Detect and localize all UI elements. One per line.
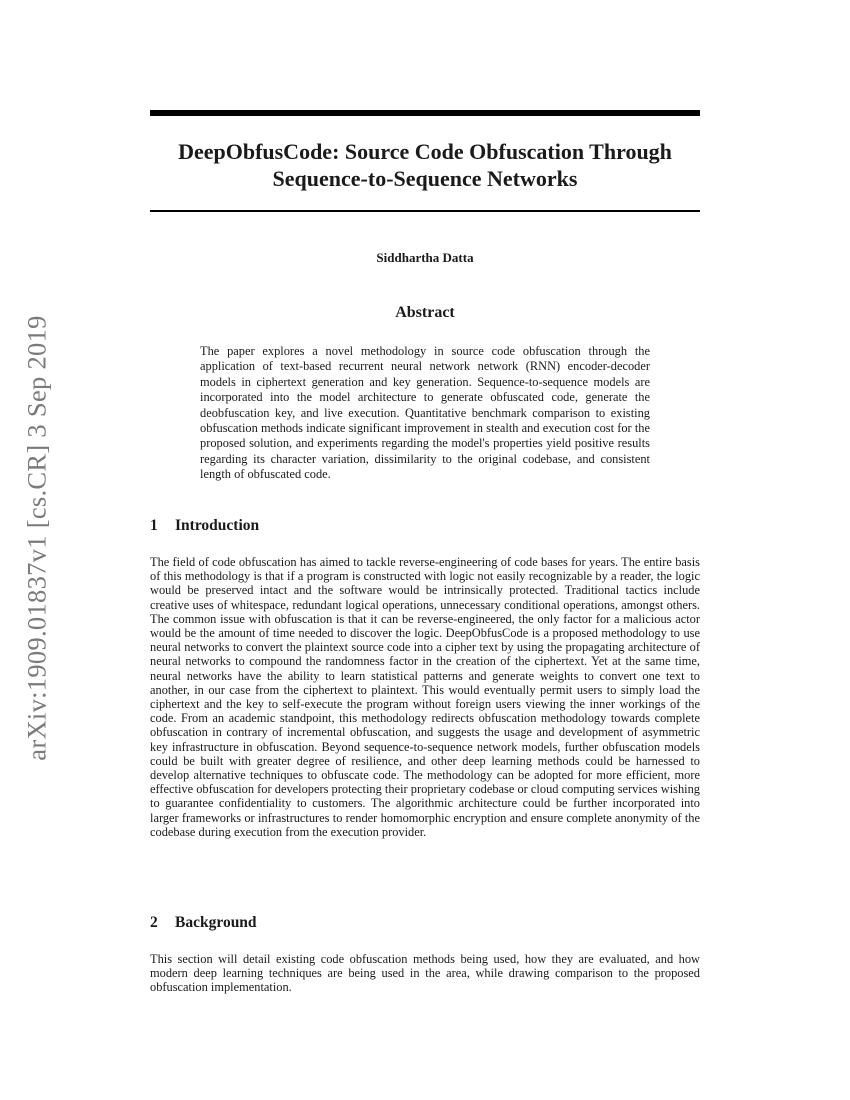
section-number: 1 xyxy=(150,517,158,534)
introduction-paragraph: The field of code obfuscation has aimed to tackle reverse-engineering of code bases for years. The entire basis of this methodology is that if a program is constructed with logic not easily recognizable by a reader, the logic would be preserved intact and the software would be intrinsically protected. Traditional tactics include creative uses of whitespace, redundant logical operations, unnecessary conditional operations, amongst others. The common issue with obfuscation is that it can be reverse-engineered, the only factor for a malicious actor would be the amount of time needed to discover the logic. DeepObfusCode is a proposed methodology to use neural networks to convert the plaintext source code into a cipher text by using the propagating architecture of neural networks to compound the randomness factor in the creation of the ciphertext. Yet at the same time, neural networks have the ability to learn statistical patterns and generate weights to convert one text to another, in our case from the ciphertext to plaintext. This would eventually permit users to simply load the ciphertext and the key to self-execute the program without foreign users viewing the inner workings of the code. From an academic standpoint, this methodology redirects obfuscation methodology towards complete obfuscation in contrary of incremental obfuscation, and suggests the usage and development of asymmetric key infrastructure in obfuscation. Beyond sequence-to-sequence network models, further obfuscation models could be built with greater degree of resilience, and other deep learning methods could be harnessed to develop alternative techniques to obfuscate code. The methodology can be adopted for more efficient, more effective obfuscation for developers protecting their proprietary codebase or cloud computing services wishing to guarantee confidentiality to customers. The algorithmic architecture could be further incorporated into larger frameworks or infrastructures to render homomorphic encryption and ensure complete anonymity of the codebase during execution from the execution provider. xyxy=(150,555,700,839)
author-name: Siddhartha Datta xyxy=(376,250,474,265)
paper-title-line-2: Sequence-to-Sequence Networks xyxy=(272,166,578,191)
section-title: Background xyxy=(175,914,257,931)
arxiv-identifier-stamp: arXiv:1909.01837v1 [cs.CR] 3 Sep 2019 xyxy=(21,315,52,761)
section-title: Introduction xyxy=(175,517,260,534)
section-number: 2 xyxy=(150,914,158,931)
paper-title-line-1: DeepObfusCode: Source Code Obfuscation Through xyxy=(178,139,672,164)
abstract-text: The paper explores a novel methodology in source code obfuscation through the application of text-based recurrent neural network network (RNN) encoder-decoder models in ciphertext generation and key generation. Sequence-to-sequence models are incorporated into the model architecture to generate obfuscated code, generate the deobfuscation key, and live execution. Quantitative benchmark comparison to existing obfuscation methods indicate significant improvement in stealth and execution cost for the proposed solution, and experiments regarding the model's properties yield positive results regarding its character variation, dissimilarity to the original codebase, and consistent length of obfuscated code. xyxy=(200,344,650,482)
abstract-heading: Abstract xyxy=(395,304,455,321)
background-paragraph: This section will detail existing code obfuscation methods being used, how they are evaluated, and how modern deep learning techniques are being used in the area, while drawing comparison to the proposed obfuscation implementation. xyxy=(150,952,700,995)
section-heading-introduction xyxy=(150,517,259,535)
paper-title xyxy=(150,138,700,192)
section-heading-background xyxy=(150,914,257,932)
title-bottom-rule xyxy=(150,210,700,212)
title-top-rule xyxy=(150,110,700,116)
